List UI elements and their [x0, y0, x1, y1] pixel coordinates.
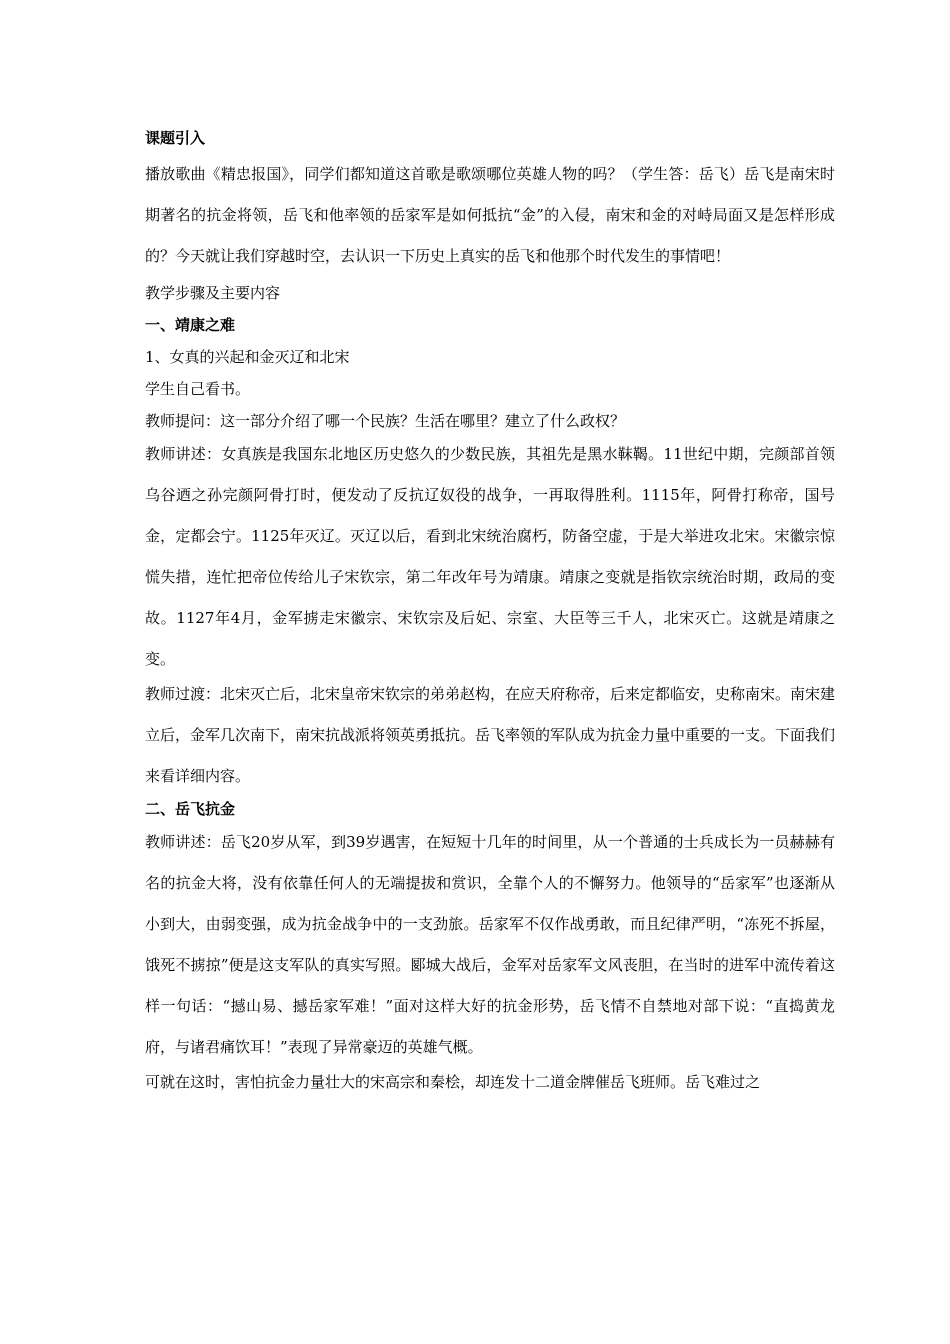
- section1-heading: 一、靖康之难: [145, 316, 236, 334]
- steps-title: 教学步骤及主要内容: [145, 284, 281, 302]
- section1-self-read: 学生自己看书。: [145, 380, 251, 398]
- intro-paragraph: 播放歌曲《精忠报国》，同学们都知道这首歌是歌颂哪位英雄人物的吗？（学生答：岳飞）岳飞是南宋时期著名的抗金将领，岳飞和他率领的岳家军是如何抵抗“金”的入侵，南宋和金的对峙局面又是怎样形成的？今天就让我们穿越时空，去认识一下历史上真实的岳飞和他那个时代发生的事情吧！: [145, 165, 835, 265]
- section1-transition: 教师过渡：北宋灭亡后，北宋皇帝宋钦宗的弟弟赵构，在应天府称帝，后来定都临安，史称南宋。南宋建立后，金军几次南下，南宋抗战派将领英勇抵抗。岳飞率领的军队成为抗金力量中重要的一支。下面我们来看详细内容。: [145, 685, 836, 785]
- document-page: [145, 122, 835, 1103]
- section2-lecture: 教师讲述：岳飞20岁从军，到39岁遇害，在短短十几年的时间里，从一个普通的士兵成长为一员赫赫有名的抗金大将，没有依靠任何人的无端提拔和赏识，全靠个人的不懈努力。他领导的“岳家军”也逐渐从小到大，由弱变强，成为抗金战争中的一支劲旅。岳家军不仅作战勇敢，而且纪律严明，“冻死不拆屋，饿死不掳掠”便是这支军队的真实写照。郾城大战后，金军对岳家军文风丧胆，在当时的进军中流传着这样一句话：“撼山易、撼岳家军难！”面对这样大好的抗金形势，岳飞情不自禁地对部下说：“直捣黄龙府，与诸君痛饮耳！”表现了异常豪迈的英雄气概。: [145, 833, 835, 1056]
- section1-question: 教师提问：这一部分介绍了哪一个民族？生活在哪里？建立了什么政权？: [145, 412, 626, 430]
- section2-last-paragraph: 可就在这时，害怕抗金力量壮大的宋高宗和秦桧，却连发十二道金牌催岳飞班师。岳飞难过之: [145, 1073, 761, 1091]
- intro-heading: 课题引入: [145, 129, 206, 147]
- section1-subheading: 1、女真的兴起和金灭辽和北宋: [145, 348, 350, 366]
- section1-lecture: 教师讲述：女真族是我国东北地区历史悠久的少数民族，其祖先是黑水靺鞨。11世纪中期，完颜部首领乌谷迺之孙完颜阿骨打时，便发动了反抗辽奴役的战争，一再取得胜利。1115年，阿骨打称帝，国号金，定都会宁。1125年灭辽。灭辽以后，看到北宋统治腐朽，防备空虚，于是大举进攻北宋。宋徽宗惊慌失措，连忙把帝位传给儿子宋钦宗，第二年改年号为靖康。靖康之变就是指钦宗统治时期，政局的变故。1127年4月，金军掳走宋徽宗、宋钦宗及后妃、宗室、大臣等三千人，北宋灭亡。这就是靖康之变。: [145, 445, 835, 668]
- section2-heading: 二、岳飞抗金: [145, 800, 236, 818]
